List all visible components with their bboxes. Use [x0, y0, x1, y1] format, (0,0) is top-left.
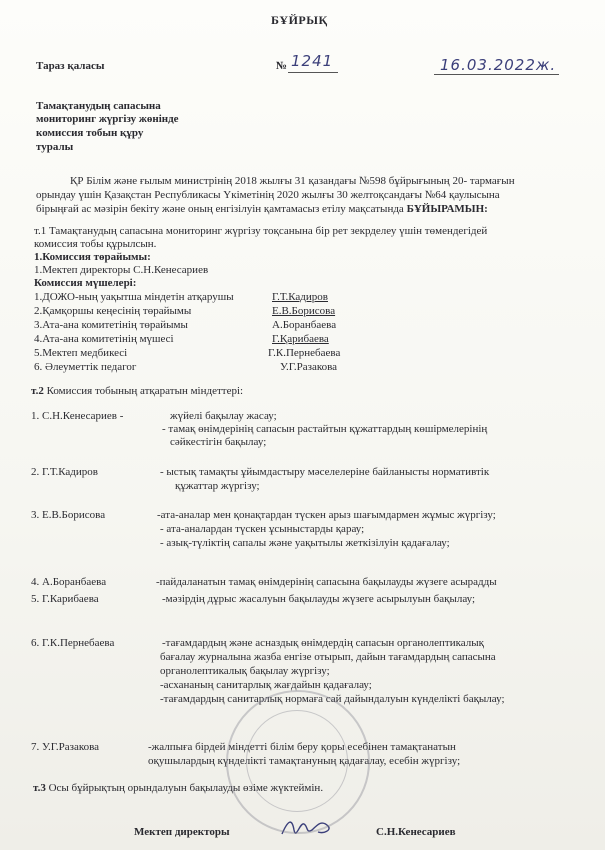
preamble-line-2: орындау үшін Қазақстан Республикасы Үкіметінің 2020 жылғы 30 желтоқсандағы №64 қаулысына [36, 189, 500, 201]
members-heading: Комиссия мүшелері: [34, 277, 137, 289]
signature-name: С.Н.Кенесариев [376, 826, 456, 838]
member-role: 3.Ата-ана комитетінің төрайымы [34, 319, 188, 331]
member-name: А.Боранбаева [272, 319, 337, 331]
duty-line: - ата-аналардан түскен ұсыныстарды қарау; [160, 523, 365, 535]
number-underline [288, 72, 338, 73]
duty-person: 4. А.Боранбаева [31, 576, 107, 588]
duty-line: -ата-аналар мен қонақтардан түскен арыз шағымдармен жұмыс жүргізу; [157, 509, 496, 521]
document-title: БҰЙРЫҚ [271, 13, 328, 27]
duty-line: -тағамдардың және асназдық өнімдердің сапасын органолептикалық [162, 637, 484, 649]
member-name: У.Г.Разакова [280, 361, 338, 373]
duty-line: құжаттар жүргізу; [175, 480, 260, 492]
duty-line: жүйелі бақылау жасау; [170, 410, 277, 422]
chair-line: 1.Мектеп директоры С.Н.Кенесариев [34, 264, 209, 276]
member-name: Г.Т.Кадиров [272, 291, 328, 303]
section3-text: Осы бұйрықтың орындалуын бақылауды өзіме жүктеймін. [48, 782, 324, 794]
signature-position: Мектеп директоры [134, 826, 230, 838]
section2-heading-text: Комиссия тобының атқаратын міндеттері: [46, 385, 244, 397]
member-role: 5.Мектеп медбикесі [34, 347, 128, 359]
duty-person: 6. Г.К.Пернебаева [31, 637, 115, 649]
section1-line-2: комиссия тобы құрылсын. [34, 238, 157, 250]
duty-line: сәйкестігін бақылау; [170, 436, 267, 448]
order-date: 16.03.2022ж. [440, 56, 557, 74]
duty-person: 1. С.Н.Кенесариев - [31, 410, 124, 422]
date-underline [434, 74, 559, 75]
duty-line: органолептикалық бақылау жүргізу; [160, 665, 330, 677]
order-number: 1241 [291, 52, 334, 70]
preamble-line-3 [36, 203, 488, 215]
duty-person: 7. У.Г.Разакова [31, 741, 100, 753]
chair-heading: 1.Комиссия төрайымы: [34, 251, 151, 263]
member-role: 4.Ата-ана комитетінің мүшесі [34, 333, 174, 345]
city-label: Тараз қаласы [36, 60, 105, 72]
member-role: 2.Қамқоршы кеңесінің төрайымы [34, 305, 192, 317]
subject-line-4: туралы [36, 141, 74, 153]
member-name: Е.В.Борисова [272, 305, 336, 317]
duty-person: 3. Е.В.Борисова [31, 509, 106, 521]
order-word: БҰЙЫРАМЫН: [406, 203, 488, 215]
member-role: 1.ДОЖО-ның уақытша міндетін атқарушы [34, 291, 234, 303]
duty-person: 2. Г.Т.Кадиров [31, 466, 98, 478]
duty-line: - азық-түліктің сапалы және уақытылы жеткізілуін қадағалау; [160, 537, 450, 549]
member-name: Г.Қарибаева [272, 333, 329, 345]
member-role: 6. Әлеуметтік педагог [34, 361, 137, 373]
subject-line-3: комиссия тобын құру [36, 127, 144, 139]
official-stamp-inner [246, 710, 348, 812]
duty-line: бағалау журналына жазба енгізе отырып, дайын тағамдардың сапасына [160, 651, 496, 663]
preamble-text: бірыңғай ас мәзірін бекіту және оның енгізілуін қамтамасыз етілу мақсатында [36, 203, 404, 215]
section2-heading [31, 385, 243, 397]
duty-line: -тағамдардың санитарлық нормаға сай дайындалуын күнделікті бақылау; [160, 693, 505, 705]
duty-line: оқушылардың күнделікті тамақтануның қадағалау, есебін жүргізу; [148, 755, 461, 767]
member-name: Г.К.Пернебаева [268, 347, 341, 359]
preamble-line-1: ҚР Білім және ғылым министрінің 2018 жылғы 31 қазандағы №598 бұйрығының 20- тармағын [70, 175, 515, 187]
subject-line-1: Тамақтанудың сапасына [36, 100, 161, 112]
duty-person: 5. Г.Карибаева [31, 593, 99, 605]
section2-number: т.2 [31, 385, 44, 397]
duty-line: - ыстық тамақты ұйымдастыру мәселелеріне байланысты нормативтік [160, 466, 490, 478]
duty-line: -пайдаланатын тамақ өнімдерінің сапасына бақылауды жүзеге асырадды [156, 576, 497, 588]
duty-line: - тамақ өнімдерінің сапасын растайтын құжаттардың көшірмелерінің [162, 423, 488, 435]
duty-line: -асхананың санитарлық жағдайын қадағалау; [160, 679, 372, 691]
duty-line: -мәзірдің дұрыс жасалуын бақылауды жүзеге асырылуын бақылау; [162, 593, 476, 605]
duty-line: -жалпыға бірдей міндетті білім беру қоры есебінен тамақтанатын [148, 741, 456, 753]
section3-number: т.3 [33, 782, 46, 794]
number-label: № [276, 60, 288, 72]
section1-line-1: т.1 Тамақтанудың сапасына мониторинг жүргізу тоқсанына бір рет зекрделеу үшін төмендегідей [34, 225, 488, 237]
subject-line-2: мониторинг жүргізу жөнінде [36, 113, 179, 125]
